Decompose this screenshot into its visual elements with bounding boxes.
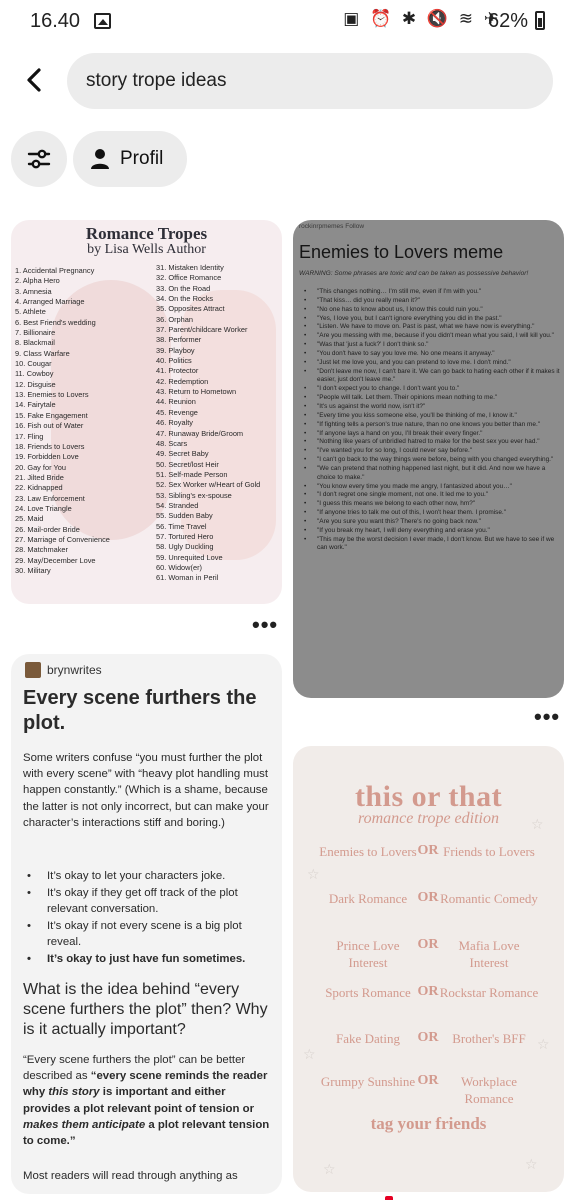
star-decoration-icon: ☆ [307,866,320,882]
list-item: 24. Love Triangle [15,503,72,513]
list-item: • "You don't have to say you love me. No one means it anyway." [299,350,561,359]
list-item: • "I can't go back to the way things were before, being with you changed everything." [299,456,561,465]
trope-list-right [156,263,260,584]
list-item: • "People will talk. Let them. Their opinions mean nothing to me." [299,394,561,403]
list-item: 55. Sudden Baby [156,511,213,521]
list-item: • "It's us against the world now, isn't it?" [299,403,561,412]
list-item: • It’s okay to let your characters joke. [25,868,270,885]
post-headline: Every scene furthers the plot. [23,687,257,734]
post-paragraph-fragment: is important and either provides a plot relevant point of tension or [23,1086,254,1115]
list-item: • "Listen. We have to move on. Past is past, what we have now is everything." [299,323,561,332]
list-item: 22. Kidnapped [15,483,63,493]
battery-icon [535,11,545,30]
list-item: • It’s okay if not every scene is a big plot reveal. [25,918,270,951]
list-item: 28. Matchmaker [15,545,68,555]
list-item: 52. Sex Worker w/Heart of Gold [156,480,261,490]
choice-row [293,984,564,1024]
pin-source-user: rockinrpmemes Follow [299,223,365,230]
choice-row [293,1073,564,1113]
quote-list [299,288,561,553]
list-item: 16. Fish out of Water [15,421,84,431]
image-notification-icon [94,13,111,29]
pinterest-indicator [385,1196,393,1200]
list-item: 20. Gay for You [15,462,66,472]
choice-left: Fake Dating [336,1031,400,1046]
star-decoration-icon: ☆ [537,1036,550,1052]
list-item: 15. Fake Engagement [15,410,88,420]
list-item: 25. Maid [15,514,44,524]
list-item: • "Don't leave me now, I can't bare it. We can go back to hating each other if it makes it easier, just don't leave me." [299,368,561,386]
list-item: 58. Ugly Duckling [156,542,214,552]
pin-footer: tag your friends [370,1114,487,1133]
trope-list-left [15,266,110,576]
post-subheading: What is the idea behind “every scene furthers the plot” then? Why is it actually important? [23,981,268,1038]
list-item: 8. Blackmail [15,338,55,348]
list-item: 2. Alpha Hero [15,276,60,286]
list-item: 29. May/December Love [15,555,96,565]
list-item: 57. Tortured Hero [156,531,214,541]
choice-right: Brother's BFF [452,1031,526,1046]
list-item: • "Are you sure you want this? There's no going back now." [299,518,561,527]
avatar [25,662,41,678]
post-paragraph: Most readers will read through anything as [23,1170,238,1182]
post-paragraph-fragment [48,1086,99,1098]
list-item: • "If anyone tries to talk me out of this, I won't hear them. I promise." [299,509,561,518]
status-time: 16.40 [30,10,81,32]
list-item: • "Are you messing with me, because if you didn't mean what you said, I will kill you." [299,332,561,341]
list-item: 6. Best Friend's wedding [15,317,96,327]
search-input[interactable] [86,70,553,92]
list-item: • "Just let me love you, and you can pretend to love me. I don't mind." [299,359,561,368]
list-item: • "No one has to know about us, I know this could ruin you." [299,306,561,315]
list-item: • "That kiss… did you really mean it?" [299,297,561,306]
list-item: 18. Friends to Lovers [15,441,85,451]
battery-percent: 62% [488,10,529,32]
sliders-icon [27,148,51,170]
list-item: • "I don't regret one single moment, not one. It led me to you." [299,491,561,500]
list-item: 27. Marriage of Convenience [15,534,110,544]
list-item: • "This changes nothing… I'm still me, even if I'm with you." [299,288,561,297]
post-bullet-list [25,868,270,968]
list-item: 44. Reunion [156,397,196,407]
choice-left: Prince Love Interest [336,938,400,970]
or-label: OR [417,843,439,858]
list-item: 30. Military [15,565,51,575]
list-item: 47. Runaway Bride/Groom [156,428,244,438]
list-item: 14. Fairytale [15,400,56,410]
post-paragraph-fragment: makes them anticipate [23,1118,146,1131]
list-item: 38. Performer [156,335,202,345]
list-item: 56. Time Travel [156,521,207,531]
or-label: OR [417,890,439,905]
list-item: 45. Revenge [156,407,198,417]
pin-author: by Lisa Wells Author [87,242,206,257]
list-item: 43. Return to Hometown [156,387,237,397]
list-item: 26. Mail-order Bride [15,524,80,534]
pin-romance-tropes[interactable] [11,220,282,604]
list-item: 4. Arranged Marriage [15,297,85,307]
list-item: 53. Sibling's ex-spouse [156,490,232,500]
choice-row [293,890,564,930]
list-item: 5. Athlete [15,307,46,317]
post-author-handle: brynwrites [47,663,102,677]
choice-left: Dark Romance [328,891,408,906]
pin-brynwrites-post[interactable] [11,654,282,1194]
list-item: 1. Accidental Pregnancy [15,266,95,275]
list-item: 37. Parent/childcare Worker [156,325,248,335]
list-item: 32. Office Romance [156,273,222,283]
pin-this-or-that[interactable] [293,746,564,1192]
chevron-left-icon [23,67,45,93]
list-item: • "I don't expect you to change. I don't want you to." [299,385,561,394]
post-paragraph [23,1052,273,1149]
pin-subtitle: romance trope edition [357,810,499,827]
star-decoration-icon: ☆ [531,816,544,832]
choice-right: Mafia Love Interest [458,938,520,970]
choice-left: Sports Romance [325,985,411,1000]
or-label: OR [417,1073,439,1088]
star-decoration-icon: ☆ [525,1156,538,1172]
choice-right: Friends to Lovers [443,844,535,859]
list-item: • "If you break my heart, I will deny everything and erase you." [299,527,561,536]
list-item: 12. Disguise [15,379,56,389]
list-item: 7. Billionaire [15,328,56,338]
choice-row [293,1030,564,1070]
list-item: 21. Jilted Bride [15,472,64,482]
list-item: • It’s okay if they get off track of the plot relevant conversation. [25,885,270,918]
list-item: 33. On the Road [156,283,211,293]
post-paragraph-fragment: this story [48,1086,100,1099]
status-icons: ▣ ⏰ ✱ 🔇 ≋ ✈ [343,9,501,28]
list-item: • "If anyone lays a hand on you, I'll break their every finger." [299,430,561,439]
list-item: 31. Mistaken Identity [156,263,224,272]
filter-button[interactable] [11,131,67,187]
list-item: • "Yes, I love you, but I can't ignore everything you did in the past." [299,315,561,324]
back-button[interactable] [14,60,54,100]
list-item: 39. Playboy [156,345,195,355]
list-item: 49. Secret Baby [156,449,209,459]
choice-row [293,843,564,883]
status-bar [0,0,575,44]
list-item: • "Every time you kiss someone else, you'll be thinking of me, I know it." [299,412,561,421]
list-item: • "You know every time you made me angry, I fantasized about you…" [299,483,561,492]
choice-row [293,937,564,977]
list-item: 41. Protector [156,366,199,376]
pin-more-options-button[interactable]: ••• [534,704,561,729]
choice-right: Rockstar Romance [439,985,539,1000]
list-item: • "We can pretend that nothing happened last night, but it did. And now we have a choice to make." [299,465,561,483]
star-decoration-icon: ☆ [303,1046,316,1062]
list-item: 13. Enemies to Lovers [15,390,89,400]
pin-warning: WARNING: Some phrases are toxic and can be taken as possessive behavior! [299,270,529,277]
list-item: • "Nothing like years of unbridled hatred to make for the best sex you ever had." [299,438,561,447]
list-item: • "I guess this means we belong to each other now, hm?" [299,500,561,509]
or-label: OR [417,1030,439,1045]
list-item: • "Was that 'just a fuck?' I don't think so." [299,341,561,350]
choice-left: Grumpy Sunshine [320,1074,416,1089]
list-item: • "If fighting tells a person's true nature, than no one knows you better than me." [299,421,561,430]
list-item: 61. Woman in Peril [156,573,219,583]
list-item: 3. Amnesia [15,286,52,296]
list-item: 36. Orphan [156,314,193,324]
list-item: 60. Widow(er) [156,562,202,572]
post-paragraph: Some writers confuse “you must further the plot with every scene” with “heavy plot handling must happen constantly.” (Which is a shame, because the latter is not only incorrect, but can make your character’s interactions stiff and boring.) [23,752,269,829]
pin-title: Romance Tropes [85,224,208,243]
list-item: 19. Forbidden Love [15,452,79,462]
list-item: 9. Class Warfare [15,348,70,358]
list-item: 34. On the Rocks [156,294,214,304]
star-decoration-icon: ☆ [323,1161,336,1177]
list-item: 42. Redemption [156,376,209,386]
list-item: 48. Scars [156,438,188,448]
choice-left: Enemies to Lovers [319,844,417,859]
choice-right: Romantic Comedy [440,891,538,906]
list-item: 54. Stranded [156,500,199,510]
list-item: • It’s okay to just have fun sometimes. [25,951,270,968]
post-paragraph-fragment [23,1119,145,1131]
list-item: 11. Cowboy [15,369,54,379]
list-item: 40. Politics [156,356,192,366]
list-item: 23. Law Enforcement [15,493,85,503]
profile-filter-chip[interactable] [73,131,187,187]
post-paragraph-fragment: “every scene reminds the reader why [23,1070,268,1099]
or-label: OR [417,984,439,999]
list-item: • "I've wanted you for so long, I could never say before." [299,447,561,456]
pin-enemies-to-lovers-meme[interactable] [293,220,564,698]
person-icon [90,148,110,170]
pin-title: this or that [354,780,503,813]
or-label: OR [417,937,439,952]
list-item: 50. Secret/lost Heir [156,459,219,469]
post-paragraph-fragment: a plot relevant tension to come.” [23,1118,270,1148]
profile-chip-label: Profil [120,148,164,169]
list-item: • "This may be the worst decision I ever made, I don't know. But we have to see if we can work." [299,536,561,554]
pin-title: Enemies to Lovers meme [299,242,504,262]
list-item: 46. Royalty [156,418,193,428]
post-paragraph-fragment: “Every scene furthers the plot” can be better described as [23,1054,246,1083]
pin-more-options-button[interactable]: ••• [252,612,279,637]
list-item: 51. Self-made Person [156,469,228,479]
list-item: 35. Opposites Attract [156,304,225,314]
search-bar[interactable] [67,53,553,109]
list-item: 17. Fling [15,431,44,441]
list-item: 10. Cougar [15,359,52,369]
list-item: 59. Unrequited Love [156,552,223,562]
choice-right: Workplace Romance [461,1074,517,1106]
